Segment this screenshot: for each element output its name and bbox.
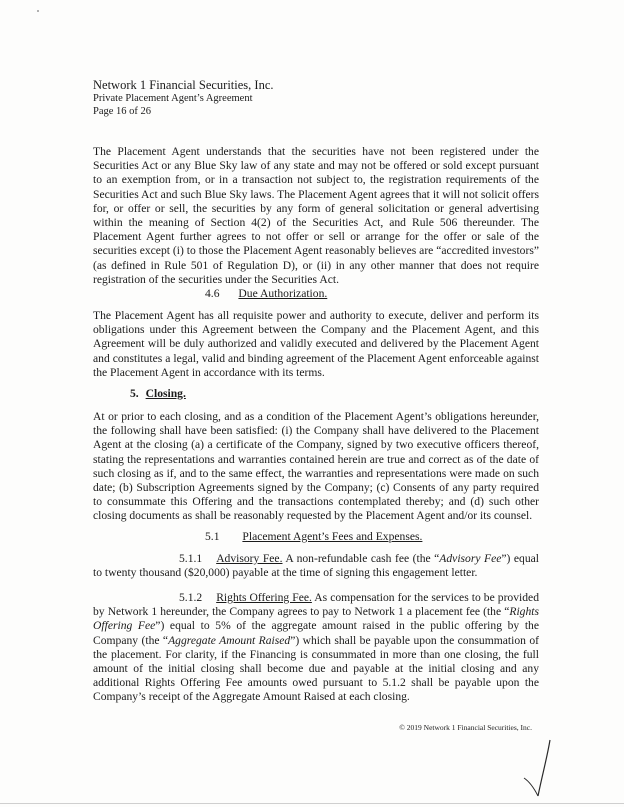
section-title: Closing. <box>145 387 186 400</box>
section-title: Rights Offering Fee. <box>216 591 312 604</box>
page-header <box>93 79 274 118</box>
header-doc-title: Private Placement Agent’s Agreement <box>93 93 253 104</box>
header-company: Network 1 Financial Securities, Inc. <box>93 78 274 92</box>
section-title: Advisory Fee. <box>216 552 283 565</box>
defined-term: Aggregate Amount Raised <box>168 633 291 647</box>
section-title: Placement Agent’s Fees and Expenses. <box>242 530 423 543</box>
header-page-number: Page 16 of 26 <box>93 106 152 117</box>
securities-paragraph: The Placement Agent understands that the securities have not been registered under the Securities Act or any Blue Sky law of any state and may not be offered or sold except pursuant to an exemption from, or in a transaction not subject to, the registration requirements of the Securities Act and such Blue Sky laws. The Placement Agent agrees that it will not solicit offers for, or offer or sell, the securities by any form of general solicitation or general advertising within the meaning of Section 4(2) of the Securities Act, and Rule 506 thereunder. The Placement Agent further agrees to not offer or sell or arrange for the offer or sale of the securities except (i) to those the Placement Agent reasonably believes are “accredited investors” (as defined in Rule 501 of Regulation D), or (ii) in any other manner that does not require registration of the securities under the Securities Act. <box>93 145 539 286</box>
section-5-heading <box>130 387 186 400</box>
section-5-1-1-paragraph <box>93 552 539 580</box>
paragraph-text: A non-refundable cash fee (the “ <box>282 552 440 565</box>
section-number: 5. <box>130 387 139 400</box>
section-number: 5.1.1 <box>179 552 203 565</box>
section-5-1-heading <box>205 530 422 543</box>
paragraph-text: ”) which shall be payable upon the consummation of the placement. For clarity, if the Financing is consummated in more than one closing, the full amount of the initial closing shall become due and payable at the initial closing and any additional Rights Offering Fee amounts owed pursuant to 5.1.2 shall be payable upon the Company’s receipt of the Aggregate Amount Raised at each closing. <box>93 633 539 704</box>
scan-speck <box>37 10 39 12</box>
paragraph-text: ”) equal to 5% of the aggregate amount raised in the public offering by the Company (the “ <box>93 619 539 647</box>
paragraph-text: As compensation for the services to be provided by Network 1 hereunder, the Company agrees to pay to Network 1 a placement fee (the “ <box>93 591 539 619</box>
due-authorization-paragraph: The Placement Agent has all requisite power and authority to execute, deliver and perform its obligations under this Agreement between the Company and the Placement Agent, and this Agreement will be duly authorized and validly executed and delivered by the Placement Agent and constitutes a legal, valid and binding agreement of the Placement Agent enforceable against the Placement Agent in accordance with its terms. <box>93 309 539 379</box>
initials-signature-mark <box>520 738 560 800</box>
section-5-1-2-paragraph <box>93 591 539 705</box>
section-number: 5.1 <box>205 530 220 543</box>
defined-term: Rights Offering Fee <box>93 605 539 633</box>
section-number: 5.1.2 <box>179 591 203 604</box>
section-number: 4.6 <box>205 287 220 300</box>
section-4-6-heading <box>205 287 327 300</box>
paragraph-text: ”) equal to twenty thousand ($20,000) payable at the time of signing this engagement letter. <box>93 552 539 580</box>
page-bottom-edge <box>0 803 624 804</box>
closing-paragraph: At or prior to each closing, and as a condition of the Placement Agent’s obligations hereunder, the following shall have been satisfied: (i) the Company shall have delivered to the Placement Agent at the closing (a) a certificate of the Company, signed by two executive officers thereof, stating the representations and warranties contained herein are true and correct as of the date of such closing as if, and to the same effect, the warranties and representations were made on such date; (b) Subscription Agreements signed by the Company; (c) Consents of any party required to consummate this Offering and the transactions contemplated thereby; and (d) such other closing documents as shall be reasonably requested by the Placement Agent and/or its counsel. <box>93 410 539 523</box>
defined-term: Advisory Fee <box>439 552 502 565</box>
section-title: Due Authorization. <box>238 287 328 300</box>
copyright-footer: © 2019 Network 1 Financial Securities, Inc. <box>399 723 532 732</box>
